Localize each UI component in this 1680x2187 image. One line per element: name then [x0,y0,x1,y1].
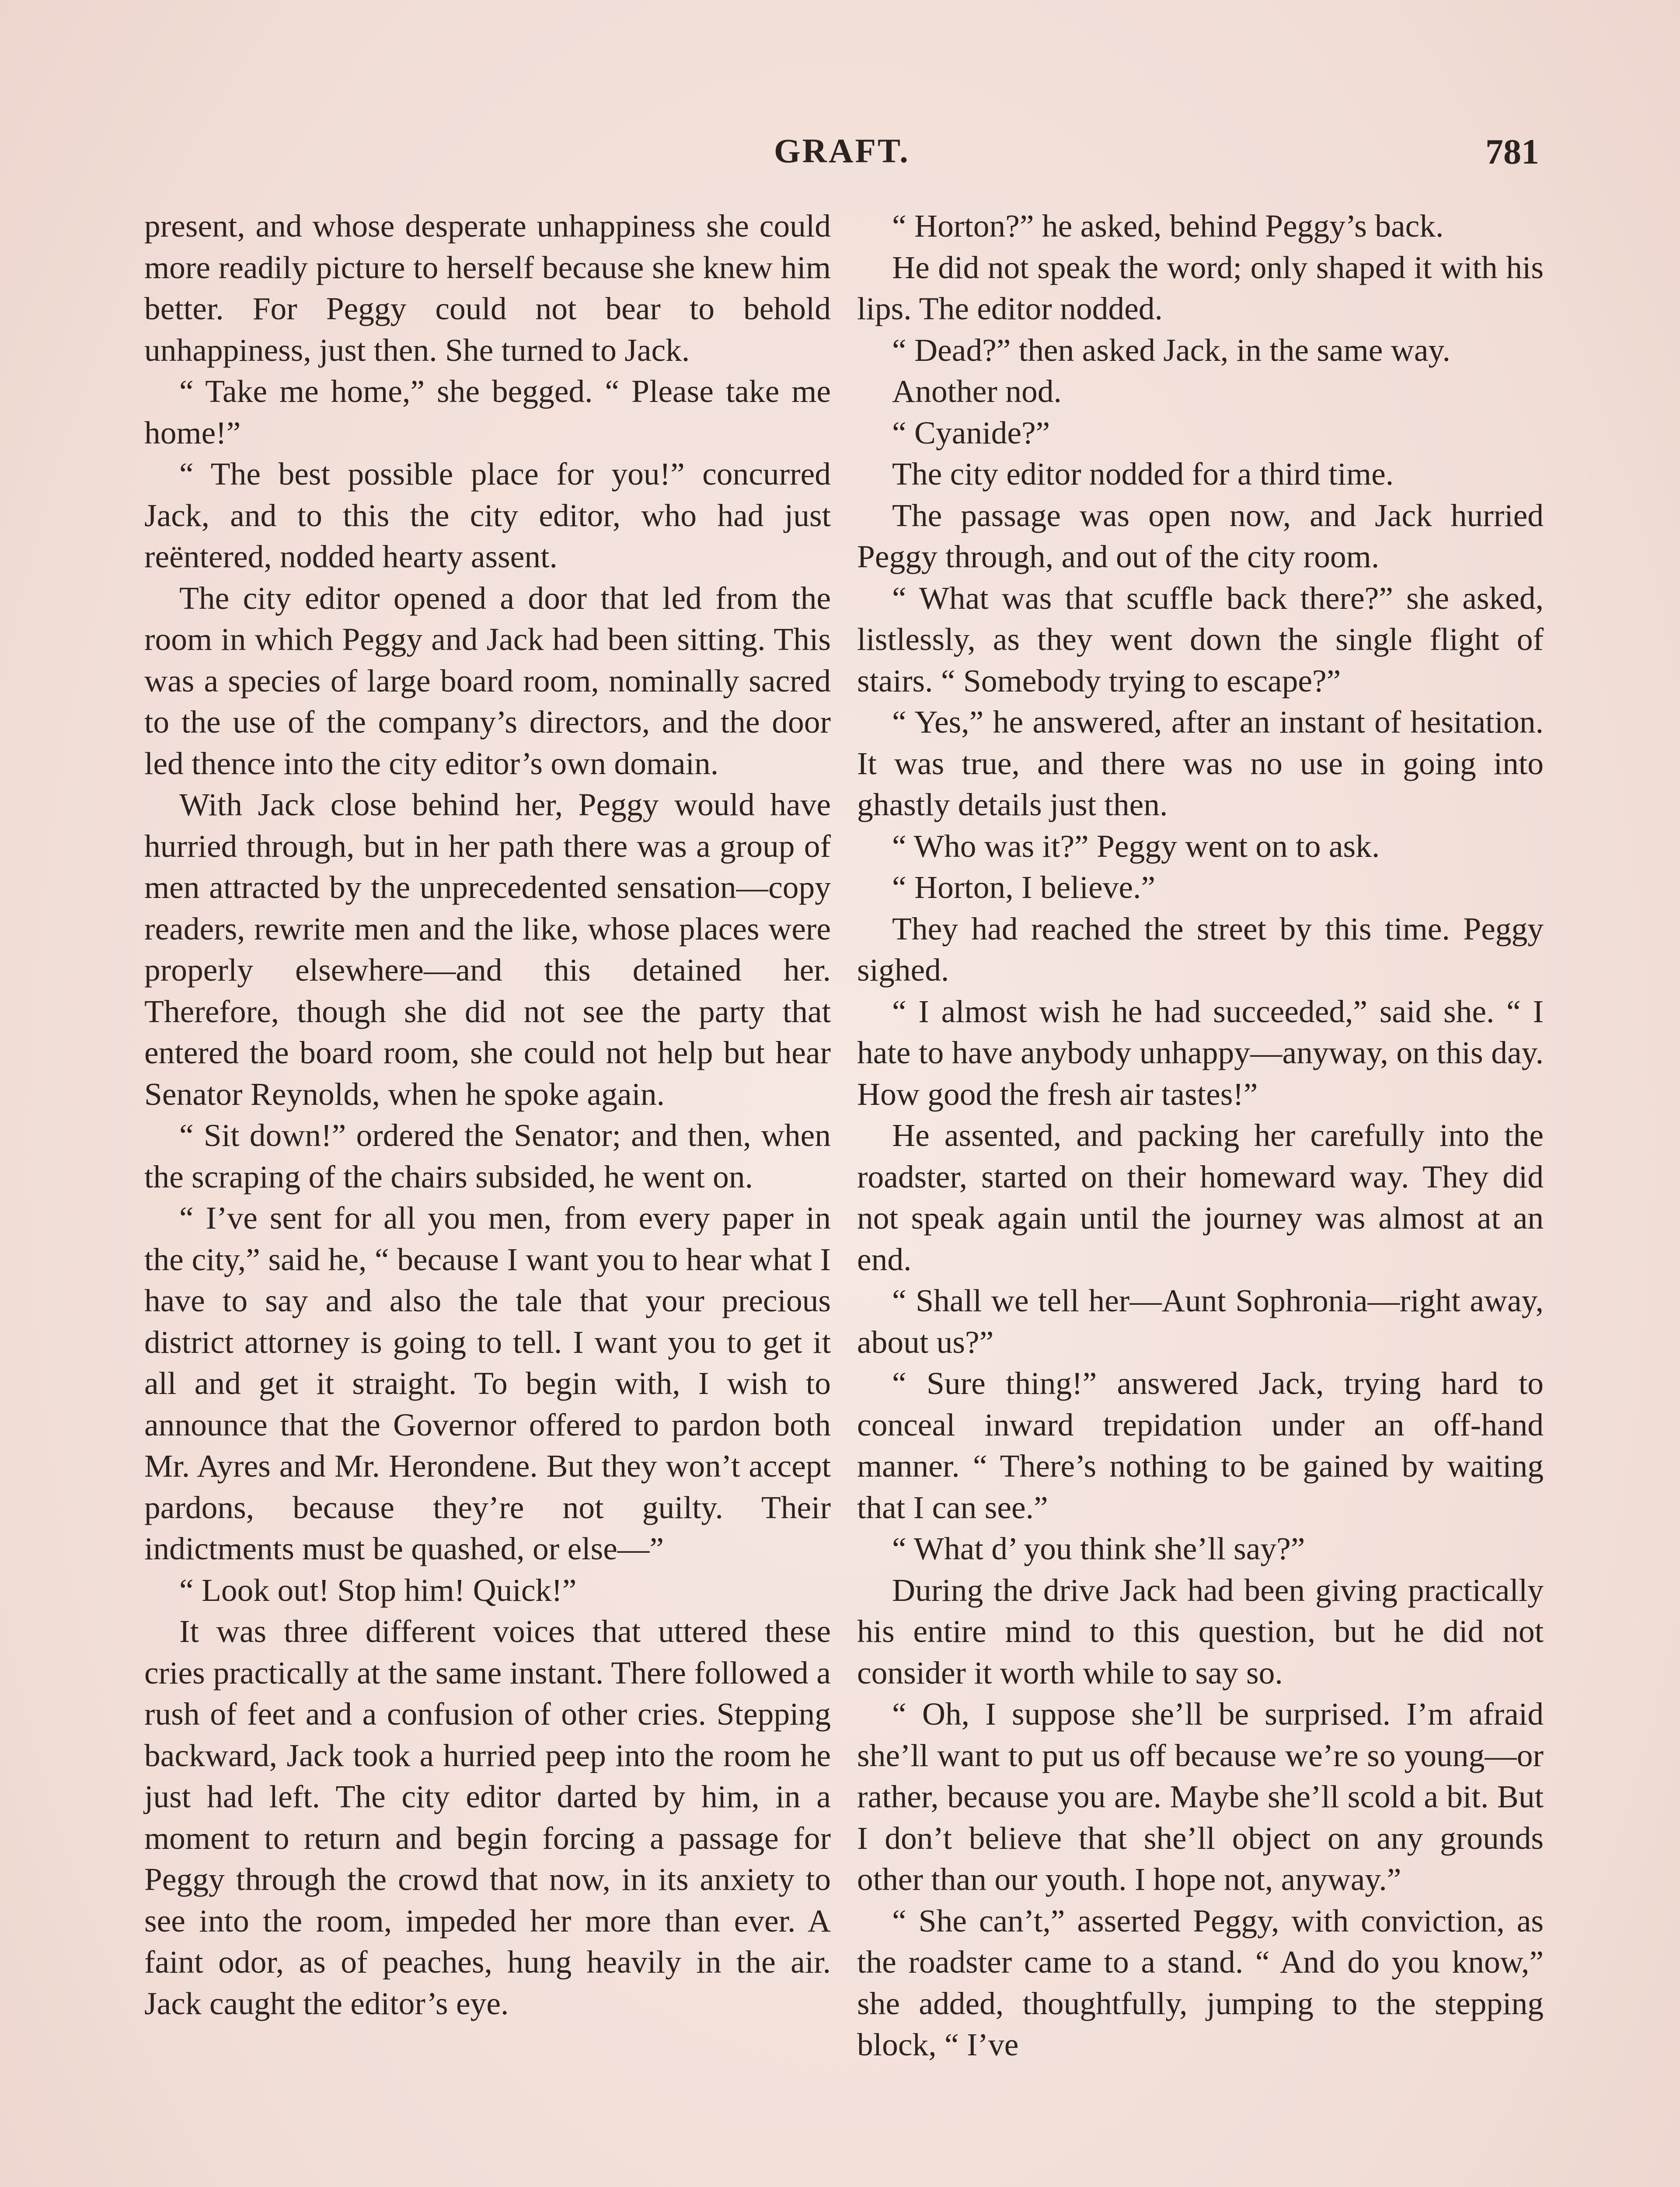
paragraph: “ Who was it?” Peggy went on to ask. [892,828,1380,864]
left-column [144,206,831,2024]
page-header [140,131,1539,179]
paragraph: “ Look out! Stop him! Quick!” [179,1572,577,1608]
paragraph: “ Yes,” he answered, after an instant of hesitation. It was true, and there was no use in going into ghastly details just then. [857,704,1544,822]
paragraph: He did not speak the word; only shaped it with his lips. The editor nodded. [857,249,1544,326]
paragraph: “ Horton?” he asked, behind Peggy’s back. [892,208,1444,244]
paragraph: “ She can’t,” asserted Peggy, with conviction, as the roadster came to a stand. “ And do you know,” she added, thoughtfully, jumping to the stepping block, “ I’ve [857,1903,1544,2062]
paragraph: They had reached the street by this time. Peggy sighed. [857,911,1544,988]
paragraph: The city editor opened a door that led from the room in which Peggy and Jack had been sitting. This was a species of large board room, nominally sacred to the use of the company’s directors, and the door led thence into the city editor’s own domain. [144,580,831,781]
paragraph: He assented, and packing her carefully into the roadster, started on their homeward way. They did not speak again until the journey was almost at an end. [857,1118,1544,1277]
paragraph: It was three different voices that uttered these cries practically at the same instant. There followed a rush of feet and a confusion of other cries. Stepping backward, Jack took a hurried peep into the room he just had left. The city editor darted by him, in a moment to return and begin forcing a passage for Peggy through the crowd that now, in its anxiety to see into the room, impeded her more than ever. A faint odor, as of peaches, hung heavily in the air. Jack caught the editor’s eye. [144,1614,831,2021]
right-column [857,206,1544,2066]
paragraph: “ Shall we tell her—Aunt Sophronia—right away, about us?” [857,1283,1544,1360]
page-number: 781 [1485,132,1539,171]
paragraph: “ Horton, I believe.” [892,870,1156,905]
paragraph: “ I almost wish he had succeeded,” said she. “ I hate to have anybody unhappy—anyway, on this day. How good the fresh air tastes!” [857,993,1544,1112]
paragraph: “ Sure thing!” answered Jack, trying hard to conceal inward trepidation under an off-hand manner. “ There’s nothing to be gained by waiting that I can see.” [857,1366,1544,1525]
paragraph: “ Dead?” then asked Jack, in the same way. [892,332,1450,368]
paragraph: “ Oh, I suppose she’ll be surprised. I’m afraid she’ll want to put us off because we’re so young—or rather, because you are. Maybe she’ll scold a bit. But I don’t believe that she’ll object on any grounds other than our youth. I hope not, anyway.” [857,1696,1544,1897]
paragraph: “ What d’ you think she’ll say?” [892,1531,1305,1566]
paragraph: Another nod. [892,374,1062,409]
paragraph: “ I’ve sent for all you men, from every paper in the city,” said he, “ because I want you to hear what I have to say and also the tale that your precious district attorney is going to tell. I want you to get it all and get it straight. To begin with, I wish to announce that the Governor offered to pardon both Mr. Ayres and Mr. Herondene. But they won’t accept pardons, because they’re not guilty. Their indictments must be quashed, or else—” [144,1200,831,1566]
running-head: GRAFT. [774,132,910,170]
paragraph: With Jack close behind her, Peggy would have hurried through, but in her path there was a group of men attracted by the unprecedented sensation—copy readers, rewrite men and the like, whose places were properly elsewhere—and this detained her. Therefore, though she did not see the party that entered the board room, she could not help but hear Senator Reynolds, when he spoke again. [144,787,831,1112]
paragraph: The passage was open now, and Jack hurried Peggy through, and out of the city room. [857,497,1544,574]
paragraph: The city editor nodded for a third time. [892,456,1394,492]
paragraph: present, and whose desperate unhappiness she could more readily picture to herself because she knew him better. For Peggy could not bear to behold unhappiness, just then. She turned to Jack. [144,208,831,368]
paragraph: “ The best possible place for you!” concurred Jack, and to this the city editor, who had just reëntered, nodded hearty assent. [144,456,831,574]
paragraph: “ What was that scuffle back there?” she asked, listlessly, as they went down the single flight of stairs. “ Somebody trying to escape?” [857,580,1544,699]
paragraph: During the drive Jack had been giving practically his entire mind to this question, but he did not consider it worth while to say so. [857,1572,1544,1691]
paragraph: “ Take me home,” she begged. “ Please take me home!” [144,374,831,451]
paragraph: “ Cyanide?” [892,415,1050,451]
paragraph: “ Sit down!” ordered the Senator; and then, when the scraping of the chairs subsided, he went on. [144,1118,831,1195]
